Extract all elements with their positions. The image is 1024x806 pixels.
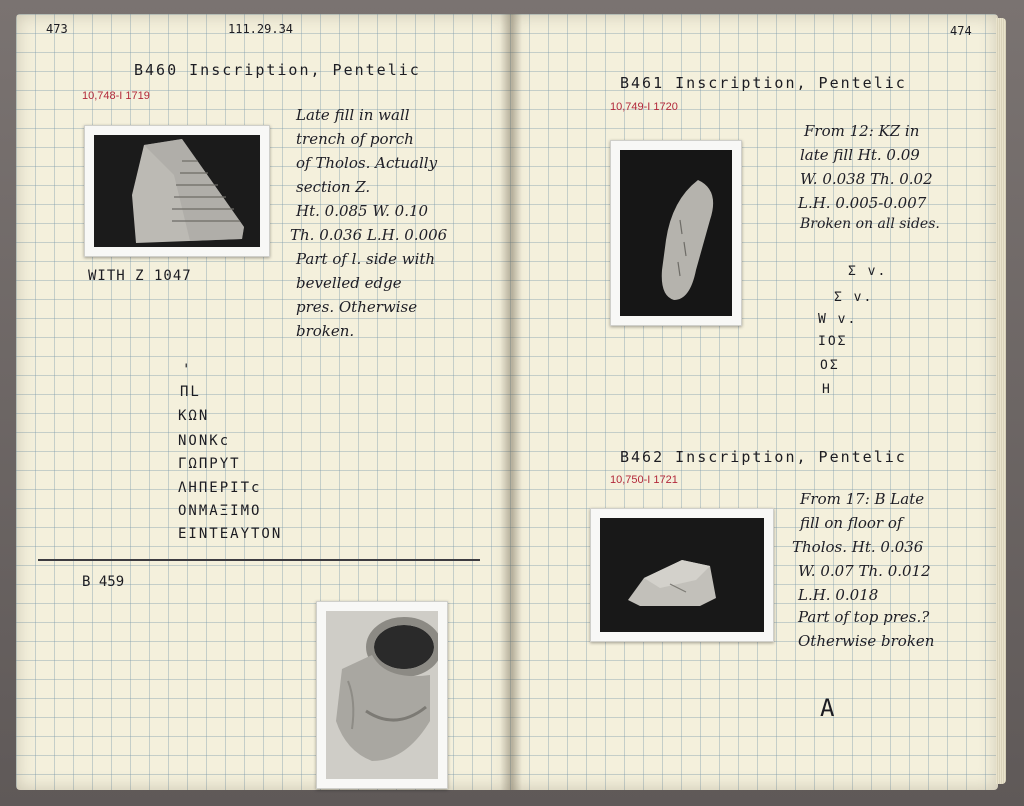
greek-line: ΟΣ xyxy=(820,358,840,373)
b460-note-line: Th. 0.036 L.H. 0.006 xyxy=(290,226,448,244)
entry-date: 111.29.34 xyxy=(228,22,294,36)
b461-photo-image xyxy=(620,150,732,316)
b459-label: B 459 xyxy=(82,574,125,590)
b460-note-line: Late fill in wall xyxy=(296,106,410,124)
greek-line: ' xyxy=(182,362,193,378)
section-divider xyxy=(38,559,480,561)
greek-line: Σ v. xyxy=(848,264,888,279)
greek-line: ΚΩΝ xyxy=(178,408,210,424)
greek-line: ΟΝΜΑΞΙΜΟ xyxy=(178,503,262,519)
right-page xyxy=(510,14,998,790)
b462-note-line: Part of top pres.? xyxy=(798,608,930,626)
b462-heading: B462 Inscription, Pentelic xyxy=(620,448,907,466)
b462-inventory: 10,750-I 1721 xyxy=(610,474,678,486)
notebook-spine xyxy=(500,14,522,790)
greek-line: ΓΩΠΡΥΤ xyxy=(178,456,241,472)
b460-note-line: of Tholos. Actually xyxy=(296,154,438,172)
greek-line: Σ v. xyxy=(834,290,874,305)
b460-with-note: WITH Z 1047 xyxy=(88,268,192,284)
b461-heading: B461 Inscription, Pentelic xyxy=(620,74,907,92)
b462-transcription: A xyxy=(820,694,835,722)
b459-photo xyxy=(316,601,448,789)
b460-inventory: 10,748-I 1719 xyxy=(82,90,150,102)
page-edges xyxy=(996,18,1006,784)
b460-note-line: Part of l. side with xyxy=(296,250,436,268)
b462-note-line: From 17: B Late xyxy=(800,490,925,508)
b461-photo xyxy=(610,140,742,326)
b462-note-line: W. 0.07 Th. 0.012 xyxy=(798,562,931,580)
greek-line: ΛΗΠΕΡΙΤc xyxy=(178,480,262,496)
greek-line: W v. xyxy=(818,312,858,327)
b460-photo-image xyxy=(94,135,260,247)
b461-note-line: L.H. 0.005-0.007 xyxy=(798,194,927,212)
greek-line: ΝΟΝΚc xyxy=(178,433,231,449)
b460-note-line: bevelled edge xyxy=(296,274,402,292)
b462-note-line: L.H. 0.018 xyxy=(798,586,879,604)
page-number-left: 473 xyxy=(46,22,68,36)
b462-photo-image xyxy=(600,518,764,632)
b461-note-line: W. 0.038 Th. 0.02 xyxy=(800,170,933,188)
b461-note-line: From 12: KZ in xyxy=(804,122,920,140)
b460-note-line: trench of porch xyxy=(296,130,414,148)
b461-inventory: 10,749-I 1720 xyxy=(610,101,678,113)
b459-photo-image xyxy=(326,611,438,779)
b461-note-line: Broken on all sides. xyxy=(800,216,940,232)
greek-line: ΕΙΝΤΕΑΥΤΟΝ xyxy=(178,526,283,542)
b460-note-line: Ht. 0.085 W. 0.10 xyxy=(296,202,429,220)
page-number-right: 474 xyxy=(950,24,972,38)
greek-line: Η xyxy=(822,382,832,397)
b462-note-line: Tholos. Ht. 0.036 xyxy=(792,538,924,556)
greek-line: ΠL xyxy=(180,384,201,400)
b462-note-line: Otherwise broken xyxy=(798,632,935,650)
b461-note-line: late fill Ht. 0.09 xyxy=(800,146,920,164)
b460-photo xyxy=(84,125,270,257)
b462-photo xyxy=(590,508,774,642)
b462-note-line: fill on floor of xyxy=(800,514,903,532)
b460-note-line: section Z. xyxy=(296,178,371,196)
b460-heading: B460 Inscription, Pentelic xyxy=(134,61,421,79)
b460-note-line: broken. xyxy=(296,322,355,340)
greek-line: ΙΟΣ xyxy=(818,334,848,349)
b460-note-line: pres. Otherwise xyxy=(296,298,418,316)
